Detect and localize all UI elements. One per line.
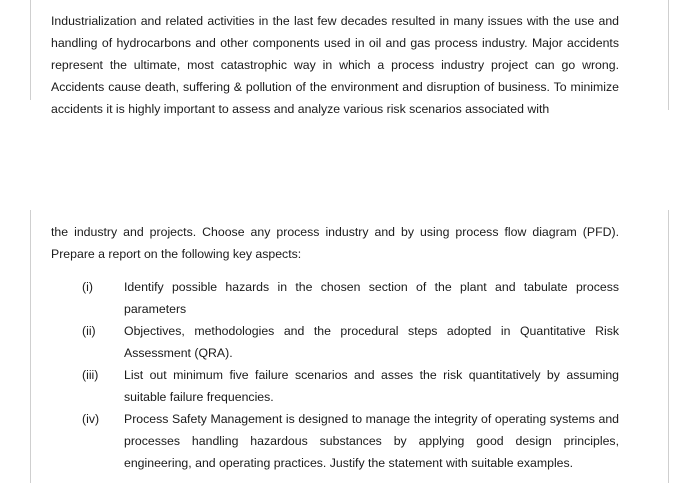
list-marker: (ii): [82, 324, 96, 338]
list-item-text: Process Safety Management is designed to manage the integrity of operating systems and processes handling hazardous substances by applying good design principles, engineering, and operating practices. Justify the statement with suitable examples.: [124, 412, 619, 470]
intro-paragraph: Industrialization and related activities in the last few decades resulted in many issues with the use and handling of hydrocarbons and other components used in oil and gas process industry. Major accidents represent the ultimate, most catastrophic way in which a process industry project can go wrong. Accidents cause death, suffering & pollution of the environment and disruption of business. To minimize accidents it is highly important to assess and analyze various risk scenarios associated with: [51, 14, 619, 116]
list-item: [51, 408, 619, 474]
page-edge-right-bottom: [668, 210, 669, 483]
page-edge-left-bottom: [30, 210, 31, 483]
page-edge-left-top: [30, 0, 31, 100]
continuation-paragraph: the industry and projects. Choose any process industry and by using process flow diagram (PFD). Prepare a report on the following key aspects:: [51, 225, 619, 261]
list-item-text: Identify possible hazards in the chosen section of the plant and tabulate process parameters: [124, 280, 619, 316]
list-marker: (iv): [82, 412, 100, 426]
list-item: [51, 364, 619, 408]
list-item: [51, 276, 619, 320]
aspects-list: [51, 276, 619, 474]
list-marker: (i): [82, 280, 93, 294]
list-item: [51, 320, 619, 364]
page-edge-right-top: [668, 0, 669, 110]
list-item-text: Objectives, methodologies and the procedural steps adopted in Quantitative Risk Assessment (QRA).: [124, 324, 619, 360]
list-marker: (iii): [82, 368, 99, 382]
list-item-text: List out minimum five failure scenarios and asses the risk quantitatively by assuming suitable failure frequencies.: [124, 368, 619, 404]
